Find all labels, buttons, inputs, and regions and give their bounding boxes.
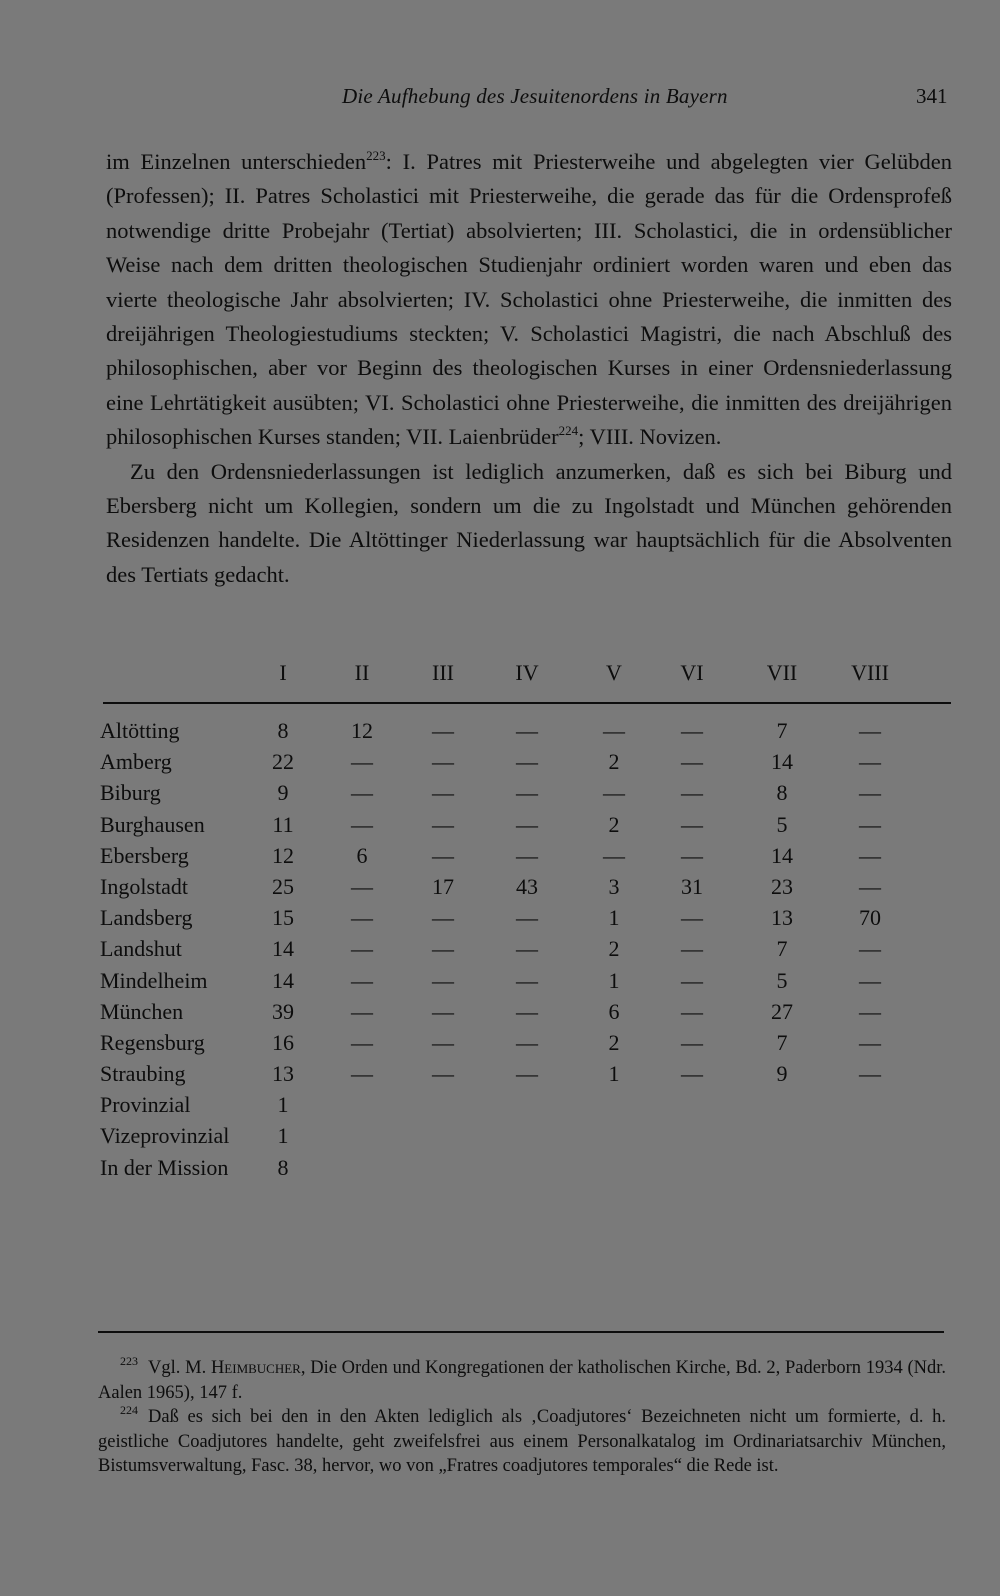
place-name: In der Mission [100, 1154, 229, 1180]
table-cell: — [351, 811, 373, 837]
table-cell: — [432, 780, 454, 806]
table-cell: — [351, 1029, 373, 1055]
column-header: V [606, 660, 622, 685]
table-cell: 31 [681, 873, 703, 899]
paragraph-text: ; VIII. Novizen. [578, 424, 722, 450]
table-cell: — [432, 1029, 454, 1055]
table-cell: 9 [277, 780, 289, 806]
place-name: Amberg [100, 749, 172, 775]
table-cell: — [351, 936, 373, 962]
table-cell: — [681, 842, 703, 868]
table-cell: — [351, 1061, 373, 1087]
table-row [100, 718, 951, 749]
table-cell: — [681, 811, 703, 837]
table-cell: 16 [272, 1029, 294, 1055]
table-cell: — [681, 1061, 703, 1087]
table-cell: — [859, 998, 881, 1024]
footnote-ref: 224 [558, 423, 579, 439]
table-cell: — [681, 718, 703, 743]
table-cell: 7 [776, 718, 788, 743]
table-row [100, 874, 951, 905]
table-cell: — [516, 780, 538, 806]
table-cell: 2 [608, 936, 620, 962]
footnote-number: 223 [120, 1354, 138, 1368]
table-cell: — [859, 967, 881, 993]
table-cell: — [432, 749, 454, 775]
table-cell: — [432, 811, 454, 837]
table-cell: — [681, 1029, 703, 1055]
place-name: Regensburg [100, 1029, 205, 1055]
table-cell: — [681, 780, 703, 806]
table-cell: — [351, 998, 373, 1024]
place-name: Landsberg [100, 905, 193, 931]
column-header: VII [766, 660, 798, 685]
table-cell: 11 [272, 811, 294, 837]
table-cell: — [516, 905, 538, 931]
place-name: Landshut [100, 936, 182, 962]
table-cell: — [681, 905, 703, 931]
body-text [106, 145, 952, 592]
place-name: Ingolstadt [100, 873, 188, 899]
footnote-text: Daß es sich bei den in den Akten lediglich als ‚Coadjutores‘ Bezeichneten nicht um formierte, d. h. geistliche Coadjutores handelte, geht zweifelsfrei aus einem Personalkatalog im Ordinariatsarchiv München, Bistumsverwaltung, Fasc. 38, hervor, wo von „Fratres coadjutores temporales“ die Rede ist. [98, 1407, 946, 1477]
table-cell: — [351, 905, 373, 931]
table-cell: 7 [776, 936, 788, 962]
table-cell: — [681, 998, 703, 1024]
table-cell: 5 [776, 811, 788, 837]
table-cell: — [516, 967, 538, 993]
column-header: IV [515, 660, 539, 685]
table-cell: — [516, 1029, 538, 1055]
footnotes [98, 1356, 946, 1479]
table-cell: 14 [272, 967, 294, 993]
table-cell: — [859, 873, 881, 899]
table-cell: — [859, 811, 881, 837]
table-cell: — [859, 1061, 881, 1087]
table-row [100, 1030, 951, 1061]
table-cell: — [351, 873, 373, 899]
table-cell: 6 [608, 998, 620, 1024]
table-cell: 22 [272, 749, 294, 775]
table-cell: 70 [859, 905, 881, 931]
table-cell: — [516, 718, 538, 743]
table-cell: 25 [272, 873, 294, 899]
table-row [100, 780, 951, 811]
table-cell: — [681, 936, 703, 962]
table-cell: — [859, 1029, 881, 1055]
table-row [100, 1061, 951, 1092]
table-cell: — [516, 936, 538, 962]
table-cell: 13 [272, 1061, 294, 1087]
table-row [100, 905, 951, 936]
table-cell: — [516, 1061, 538, 1087]
table-cell: 43 [516, 873, 538, 899]
table-cell: — [432, 1061, 454, 1087]
place-name: München [100, 998, 184, 1024]
table-cell: 15 [272, 905, 294, 931]
table-row [100, 936, 951, 967]
table-cell: — [516, 811, 538, 837]
footnote-separator [98, 1331, 944, 1333]
table-cell: 2 [608, 749, 620, 775]
place-name: Ebersberg [100, 842, 189, 868]
table-cell: — [859, 936, 881, 962]
table-header-rule [103, 702, 951, 704]
table-cell: 39 [272, 998, 294, 1024]
table-cell: 1 [608, 1061, 620, 1087]
footnote-text: Vgl. M. [148, 1358, 211, 1378]
table-cell: 23 [771, 873, 793, 899]
table-cell: 1 [277, 1123, 289, 1149]
table-cell: — [516, 998, 538, 1024]
table-row [100, 1123, 951, 1154]
place-name: Straubing [100, 1061, 186, 1087]
table-cell: — [859, 780, 881, 806]
table-cell: — [681, 749, 703, 775]
table-row [100, 968, 951, 999]
footnote-ref: 223 [366, 148, 386, 163]
place-name: Biburg [100, 780, 161, 806]
table-cell: 14 [771, 749, 793, 775]
place-name: Altötting [100, 718, 180, 743]
table-cell: 3 [608, 873, 620, 899]
table-cell: — [516, 842, 538, 868]
column-header: II [354, 660, 370, 685]
table-cell: — [432, 905, 454, 931]
table-cell: — [351, 967, 373, 993]
table-cell: — [432, 718, 454, 743]
table-cell: — [603, 780, 625, 806]
place-name: Burghausen [100, 811, 205, 837]
table-cell: 7 [776, 1029, 788, 1055]
table-cell: 1 [277, 1092, 289, 1118]
table-cell: 8 [277, 1154, 289, 1180]
table-row [100, 1092, 951, 1123]
table-body [100, 718, 951, 1186]
table-cell: 12 [272, 842, 294, 868]
table-cell: 14 [272, 936, 294, 962]
table-cell: 8 [277, 718, 289, 743]
table-cell: 2 [608, 1029, 620, 1055]
table-cell: 17 [432, 873, 454, 899]
table-cell: 27 [771, 998, 793, 1024]
place-name: Mindelheim [100, 967, 208, 993]
footnote-number: 224 [120, 1403, 138, 1418]
table-cell: 6 [356, 842, 368, 868]
column-header: VIII [851, 660, 889, 685]
table-cell: — [432, 967, 454, 993]
place-name: Vizeprovinzial [100, 1123, 230, 1149]
table-row [100, 812, 951, 843]
table-cell: — [351, 780, 373, 806]
column-header: III [432, 660, 454, 685]
paragraph-residences: Zu den Ordensniederlassungen ist lediglich anzumerken, daß es sich bei Biburg und Ebersberg nicht um Kollegien, sondern um die zu Ingolstadt und München gehörenden Residenzen handelte. Die Altöttinger Niederlassung war hauptsächlich für die Absolventen des Tertiats gedacht. [106, 458, 952, 587]
table-cell: — [603, 718, 625, 743]
table-cell: — [859, 842, 881, 868]
table-cell: 8 [776, 780, 788, 806]
column-header: I [279, 660, 287, 685]
footnote-224 [98, 1405, 946, 1479]
table-cell: — [351, 749, 373, 775]
table-cell: 13 [771, 905, 793, 931]
table-cell: 2 [608, 811, 620, 837]
table-cell: — [603, 842, 625, 868]
table-row [100, 749, 951, 780]
table-cell: 9 [776, 1061, 788, 1087]
table-cell: — [432, 998, 454, 1024]
table-cell: — [859, 749, 881, 775]
table-cell: — [432, 842, 454, 868]
table-cell: — [859, 718, 881, 743]
place-name: Provinzial [100, 1092, 191, 1118]
table-cell: 5 [776, 967, 788, 993]
table-row [100, 1155, 951, 1186]
table-cell: 14 [771, 842, 793, 868]
table-cell: 1 [608, 967, 620, 993]
table-row [100, 999, 951, 1030]
column-header: VI [680, 660, 704, 685]
page-number: 341 [916, 84, 948, 108]
table-row [100, 843, 951, 874]
table-header [100, 656, 951, 698]
table-cell: 12 [351, 718, 373, 743]
paragraph-text: im Einzelnen unterschieden [106, 149, 367, 174]
footnote-text: , Die Orden und Kongregationen der katholischen Kirche, Bd. 2, Paderborn 1934 (Ndr. Aalen 1965), 147 f. [98, 1358, 946, 1403]
statistics-table [100, 656, 951, 1180]
running-title: Die Aufhebung des Jesuitenordens in Bayern [342, 84, 728, 108]
table-cell: — [681, 967, 703, 993]
running-header [0, 80, 1000, 112]
paragraph-text: : I. Patres mit Priesterweihe und abgelegten vier Gelübden (Professen); II. Patres Scholastici mit Priesterweihe, die gerade das für die Ordensprofeß notwendige dritte Probejahr (Tertiat) absolvierten; III. Scholastici, die in ordensüblicher Weise nach dem dritten theologischen Studienjahr ordiniert worden waren und eben das vierte theologische Jahr absolvierten; IV. Scholastici ohne Priesterweihe, die inmitten des dreijährigen Theologiestudiums steckten; V. Scholastici Magistri, die nach Abschluß des philosophischen, aber vor Beginn des theologischen Kurses in einer Ordensniederlassung eine Lehrtätigkeit ausübten; VI. Scholastici ohne Priesterweihe, die inmitten des dreijährigen philosophischen Kurses standen; VII. Laienbrüder [106, 149, 953, 450]
table-cell: — [516, 749, 538, 775]
table-cell: 1 [608, 905, 620, 931]
paragraph-categories [106, 145, 952, 455]
table-cell: — [432, 936, 454, 962]
footnote-author: Heimbucher [210, 1358, 301, 1378]
footnote-223 [98, 1356, 946, 1405]
